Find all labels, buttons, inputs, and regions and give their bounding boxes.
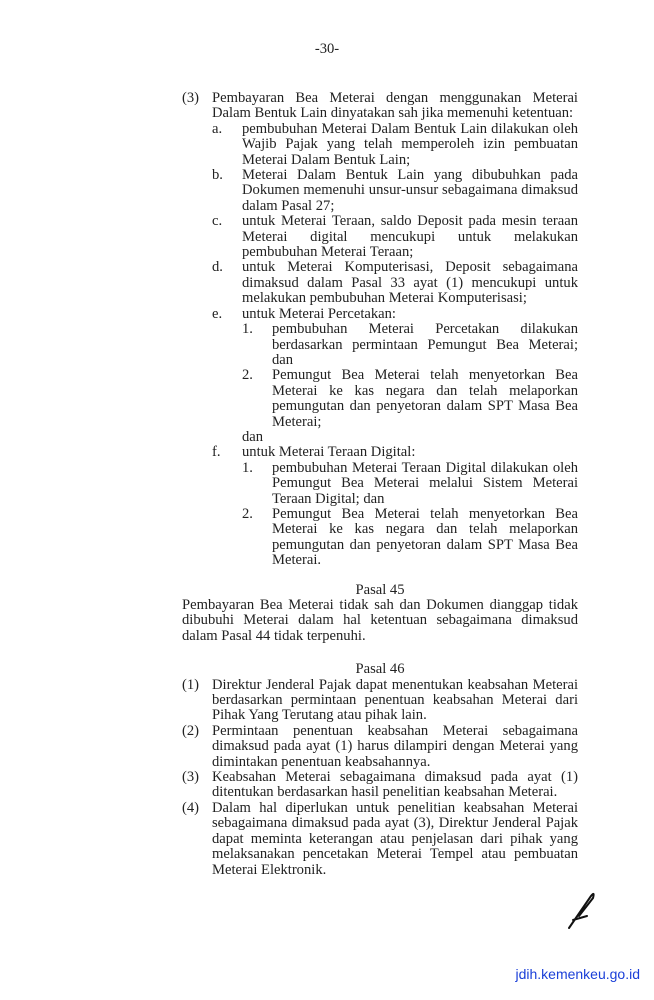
sub-label: 2. [242,367,253,384]
ayat [182,801,578,878]
item-text: untuk Meterai Teraan, saldo Deposit pada mesin teraan Meterai digital mencukupi untuk melakukan pembubuhan Meterai Teraan; [242,213,578,261]
ayat-label: (3) [182,769,200,786]
ayat-text: Dalam hal diperlukan untuk penelitian keabsahan Meterai sebagaimana dimaksud pada ayat (3), Direktur Jenderal Pajak dapat meminta keterangan atau penjelasan dari pihak yang melaksanakan pencetakan Meterai Tempel atau pembuatan Meterai Elektronik. [212,799,578,878]
list-item [212,214,578,260]
item-label: c. [212,213,223,230]
page-number: -30- [314,41,340,57]
sub-item [242,322,578,368]
sub-text: Pemungut Bea Meterai telah menyetorkan Bea Meterai ke kas negara dan telah melaporkan pemungutan dan penyetoran dalam SPT Masa Bea Meterai; [272,367,578,430]
sub-item [242,507,578,569]
ayat-label: (1) [182,676,200,693]
ayat-text [212,91,578,569]
pasal-45-title: Pasal 45 [355,581,405,598]
ayat-label: (3) [182,90,200,106]
ayat-text: Keabsahan Meterai sebagaimana dimaksud pada ayat (1) ditentukan berdasarkan hasil penelitian keabsahan Meterai. [212,769,578,801]
sub-text: pembubuhan Meterai Teraan Digital dilakukan oleh Pemungut Bea Meterai melalui Sistem Meterai Teraan Digital; dan [272,459,578,507]
item-label: e. [212,305,223,322]
item-label: f. [212,444,221,461]
footer-link[interactable]: jdih.kemenkeu.go.id [515,966,640,982]
ayat [182,770,578,801]
sub-text: Pemungut Bea Meterai telah menyetorkan Bea Meterai ke kas negara dan telah melaporkan pemungutan dan penyetoran dalam SPT Masa Bea Meterai. [272,505,578,569]
sub-label: 1. [242,459,253,476]
ayat-text: Permintaan penentuan keabsahan Meterai sebagaimana dimaksud pada ayat (1) harus dilampiri dengan Meterai yang dimintakan penentuan keabsahannya. [212,722,578,770]
list-item [212,307,578,446]
item-label: d. [212,259,223,276]
item-body [242,307,578,446]
pasal-46-title: Pasal 46 [355,661,405,678]
item-text: untuk Meterai Komputerisasi, Deposit sebagaimana dimaksud dalam Pasal 33 ayat (1) mencukupi untuk melakukan pembubuhan Meterai Komputerisasi; [242,259,578,307]
list-item [212,122,578,168]
ayat-3 [182,91,578,569]
list-item [212,168,578,214]
ayat-text: Direktur Jenderal Pajak dapat menentukan keabsahan Meterai berdasarkan permintaan penentuan keabsahan Meterai dari Pihak Yang Terutang atau pihak lain. [212,676,578,724]
ayat [182,724,578,770]
item-label: b. [212,167,223,184]
item-label: a. [212,120,223,137]
ayat-intro: Pembayaran Bea Meterai dengan menggunakan Meterai Dalam Bentuk Lain dinyatakan sah jika memenuhi ketentuan: [212,90,578,122]
item-text: pembubuhan Meterai Dalam Bentuk Lain dilakukan oleh Wajib Pajak yang telah memperoleh izin pembuatan Meterai Dalam Bentuk Lain; [242,120,578,168]
paraf-signature-icon [565,890,599,932]
document-body [182,91,578,878]
pasal-45-text: Pembayaran Bea Meterai tidak sah dan Dokumen dianggap tidak dibubuhi Meterai dalam hal ketentuan sebagaimana dimaksud dalam Pasal 44 tidak terpenuhi. [182,597,578,644]
sub-label: 1. [242,321,253,338]
sub-item [242,368,578,430]
list-item [212,260,578,306]
list-item [212,445,578,568]
sub-text: pembubuhan Meterai Percetakan dilakukan berdasarkan permintaan Pemungut Bea Meterai; dan [272,321,578,368]
sub-label: 2. [242,505,253,522]
item-text: untuk Meterai Percetakan: [242,305,396,322]
ayat-label: (4) [182,799,200,816]
conjunction: dan [242,428,264,445]
item-text: Meterai Dalam Bentuk Lain yang dibubuhkan pada Dokumen memenuhi unsur-unsur sebagaimana dimaksud dalam Pasal 27; [242,167,578,214]
ayat [182,678,578,724]
ayat-label: (2) [182,722,200,739]
item-body [242,445,578,568]
item-text: untuk Meterai Teraan Digital: [242,444,416,461]
sub-item [242,461,578,507]
